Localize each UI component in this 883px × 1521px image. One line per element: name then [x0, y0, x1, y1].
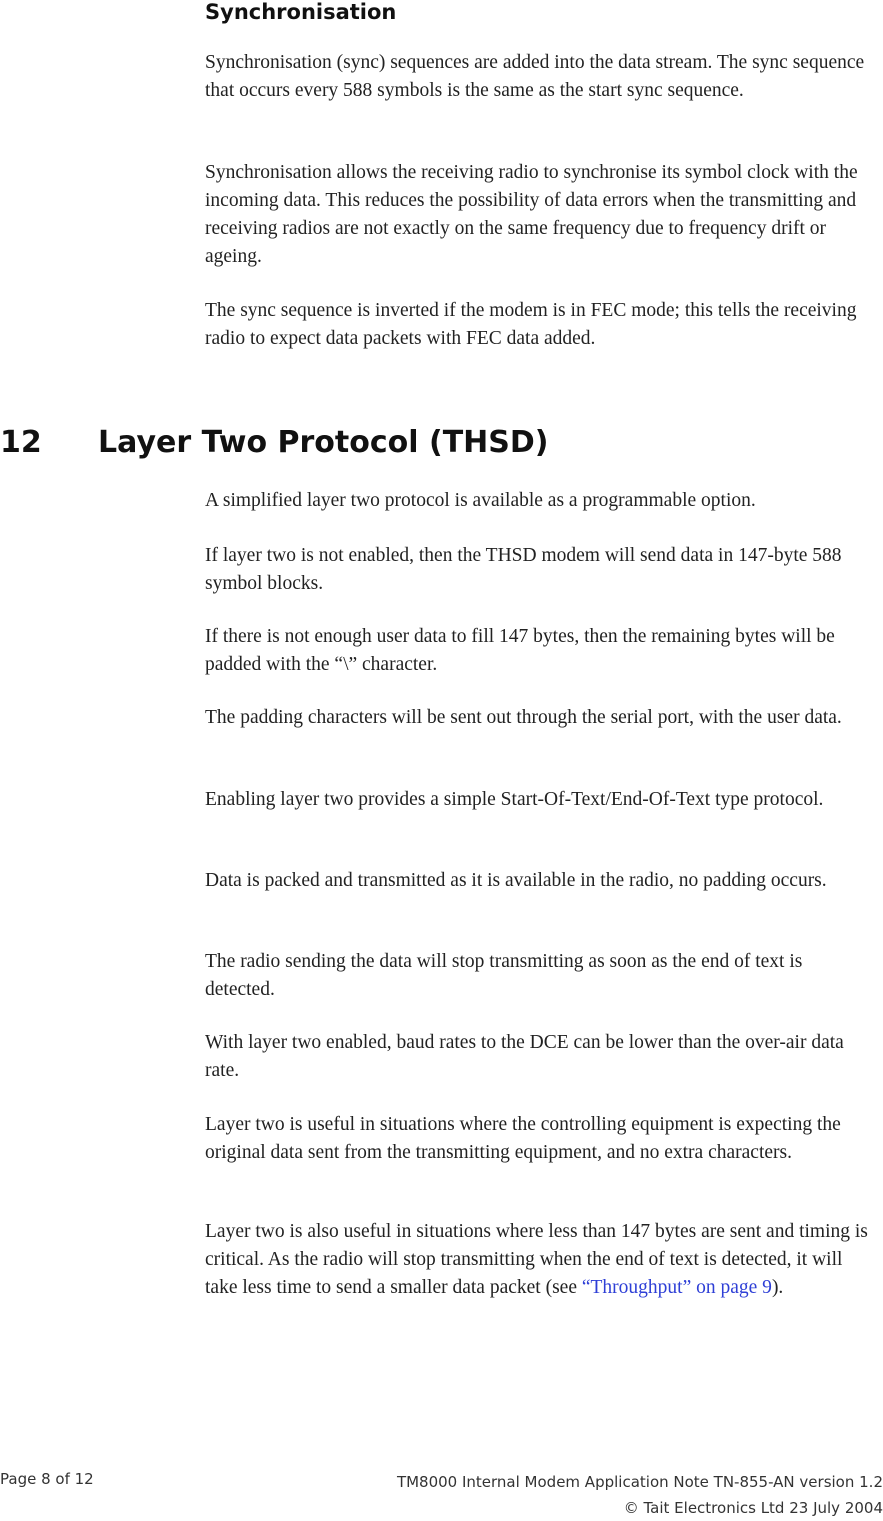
- footer-info: [397, 1469, 883, 1521]
- paragraph-text: The padding characters will be sent out through the serial port, with the user data.: [205, 707, 842, 728]
- paragraph-text: Data is packed and transmitted as it is available in the radio, no padding occurs.: [205, 870, 827, 891]
- chapter-paragraph: [205, 542, 877, 598]
- paragraph-text: If there is not enough user data to fill 147 bytes, then the remaining bytes will be padded with the “\” character.: [205, 626, 835, 675]
- chapter-paragraph: [205, 948, 877, 1004]
- section-paragraph: [205, 49, 877, 105]
- copyright-line: © Tait Electronics Ltd 23 July 2004: [623, 1499, 883, 1517]
- document-title: TM8000 Internal Modem Application Note TN-855-AN version 1.2: [396, 1473, 883, 1491]
- chapter-number: 12: [0, 425, 42, 460]
- chapter-paragraph: [205, 704, 877, 732]
- chapter-paragraph: [205, 623, 877, 679]
- chapter-paragraph: [205, 487, 877, 515]
- paragraph-text: [205, 1218, 877, 1302]
- chapter-paragraph: [205, 1029, 877, 1085]
- chapter-paragraph: [205, 786, 877, 814]
- chapter-paragraph: [205, 867, 877, 895]
- paragraph-text: Synchronisation (sync) sequences are added into the data stream. The sync sequence that occurs every 588 symbols is the same as the start sync sequence.: [205, 52, 865, 101]
- throughput-cross-reference-link[interactable]: “Throughput” on page 9: [581, 1277, 772, 1298]
- paragraph-text: The sync sequence is inverted if the modem is in FEC mode; this tells the receiving radio to expect data packets with FEC data added.: [205, 300, 857, 349]
- chapter-title: Layer Two Protocol (THSD): [98, 425, 549, 460]
- chapter-heading: [0, 424, 548, 462]
- paragraph-text: If layer two is not enabled, then the THSD modem will send data in 147-byte 588 symbol blocks.: [205, 545, 842, 594]
- paragraph-text: With layer two enabled, baud rates to the DCE can be lower than the over-air data rate.: [205, 1032, 844, 1081]
- paragraph-text: The radio sending the data will stop transmitting as soon as the end of text is detected.: [205, 951, 803, 1000]
- section-paragraph: [205, 297, 877, 353]
- chapter-paragraph: [205, 1111, 877, 1167]
- section-paragraph: [205, 159, 877, 271]
- paragraph-text: A simplified layer two protocol is available as a programmable option.: [205, 490, 756, 511]
- section-subheading: Synchronisation: [205, 0, 397, 24]
- paragraph-text-end: ).: [771, 1277, 784, 1298]
- paragraph-text: Synchronisation allows the receiving radio to synchronise its symbol clock with the incoming data. This reduces the possibility of data errors when the transmitting and receiving radios are not exactly on the same frequency due to frequency drift or ageing.: [205, 162, 858, 267]
- paragraph-text: Layer two is useful in situations where the controlling equipment is expecting the original data sent from the transmitting equipment, and no extra characters.: [205, 1114, 841, 1163]
- paragraph-text: Enabling layer two provides a simple Start-Of-Text/End-Of-Text type protocol.: [205, 789, 824, 810]
- paragraph-text-body: Layer two is also useful in situations where less than 147 bytes are sent and timing is critical. As the radio will stop transmitting when the end of text is detected, it will take less time to send a smaller data packet (see: [205, 1221, 868, 1298]
- page-number: Page 8 of 12: [0, 1470, 94, 1488]
- chapter-paragraph: [205, 1218, 877, 1302]
